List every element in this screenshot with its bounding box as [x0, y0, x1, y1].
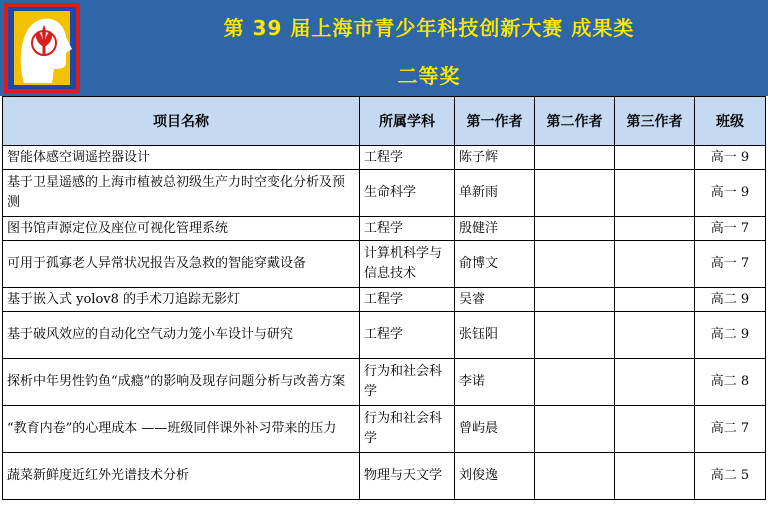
cell-project-name: 探析中年男性钓鱼“成瘾”的影响及现存问题分析与改善方案	[3, 359, 360, 406]
cell-subject: 计算机科学与信息技术	[360, 241, 455, 288]
header-banner	[0, 0, 768, 96]
cell-class: 高一 9	[695, 170, 766, 217]
cell-class: 高一 7	[695, 241, 766, 288]
cell-project-name: 智能体感空调遥控器设计	[3, 146, 360, 170]
column-header-name: 项目名称	[3, 97, 360, 146]
cell-author3	[615, 288, 695, 312]
cell-project-name: 基于卫星遥感的上海市植被总初级生产力时空变化分析及预测	[3, 170, 360, 217]
cell-author2	[535, 146, 615, 170]
cell-class: 高一 7	[695, 217, 766, 241]
cell-subject: 生命科学	[360, 170, 455, 217]
cell-project-name: 可用于孤寡老人异常状况报告及急救的智能穿戴设备	[3, 241, 360, 288]
column-header-subject: 所属学科	[360, 97, 455, 146]
cell-author3	[615, 241, 695, 288]
cell-author2	[535, 217, 615, 241]
cell-author3	[615, 312, 695, 359]
cell-class: 高二 9	[695, 288, 766, 312]
cell-subject: 物理与天文学	[360, 453, 455, 500]
cell-project-name: “教育内卷”的心理成本 ——班级同伴课外补习带来的压力	[3, 406, 360, 453]
awards-table	[2, 96, 766, 500]
page-subtitle: 二等奖	[397, 64, 461, 88]
table-row	[3, 170, 766, 217]
cell-subject: 工程学	[360, 288, 455, 312]
cell-author3	[615, 146, 695, 170]
cell-project-name: 基于嵌入式 yolov8 的手术刀追踪无影灯	[3, 288, 360, 312]
table-row	[3, 312, 766, 359]
cell-author1: 刘俊逸	[455, 453, 535, 500]
column-header-class: 班级	[695, 97, 766, 146]
cell-class: 高一 9	[695, 146, 766, 170]
cell-author2	[535, 406, 615, 453]
table-row	[3, 241, 766, 288]
cell-author3	[615, 170, 695, 217]
cell-author2	[535, 170, 615, 217]
cell-project-name: 图书馆声源定位及座位可视化管理系统	[3, 217, 360, 241]
cell-project-name: 蔬菜新鲜度近红外光谱技术分析	[3, 453, 360, 500]
column-header-author1: 第一作者	[455, 97, 535, 146]
cell-author3	[615, 406, 695, 453]
cell-class: 高二 8	[695, 359, 766, 406]
page-title: 第 39 届上海市青少年科技创新大赛 成果类	[223, 16, 635, 40]
cell-author1: 殷健洋	[455, 217, 535, 241]
cell-author3	[615, 359, 695, 406]
cell-subject: 工程学	[360, 312, 455, 359]
cell-author2	[535, 241, 615, 288]
cell-author1: 陈子辉	[455, 146, 535, 170]
cell-author3	[615, 453, 695, 500]
cell-project-name: 基于破风效应的自动化空气动力笼小车设计与研究	[3, 312, 360, 359]
column-header-author2: 第二作者	[535, 97, 615, 146]
cell-class: 高二 7	[695, 406, 766, 453]
cell-author2	[535, 288, 615, 312]
cell-class: 高二 9	[695, 312, 766, 359]
cell-subject: 行为和社会科学	[360, 359, 455, 406]
cell-author1: 吴睿	[455, 288, 535, 312]
cell-subject: 行为和社会科学	[360, 406, 455, 453]
table-row	[3, 288, 766, 312]
logo-icon	[4, 3, 80, 93]
table-header-row	[3, 97, 766, 146]
cell-author2	[535, 359, 615, 406]
table-row	[3, 359, 766, 406]
cell-author1: 单新雨	[455, 170, 535, 217]
cell-class: 高二 5	[695, 453, 766, 500]
cell-author2	[535, 312, 615, 359]
cell-author3	[615, 217, 695, 241]
table-row	[3, 453, 766, 500]
table-row	[3, 146, 766, 170]
table-row	[3, 406, 766, 453]
cell-subject: 工程学	[360, 146, 455, 170]
cell-subject: 工程学	[360, 217, 455, 241]
column-header-author3: 第三作者	[615, 97, 695, 146]
cell-author1: 李诺	[455, 359, 535, 406]
cell-author2	[535, 453, 615, 500]
cell-author1: 俞博文	[455, 241, 535, 288]
cell-author1: 曾屿晨	[455, 406, 535, 453]
table-row	[3, 217, 766, 241]
cell-author1: 张钰阳	[455, 312, 535, 359]
